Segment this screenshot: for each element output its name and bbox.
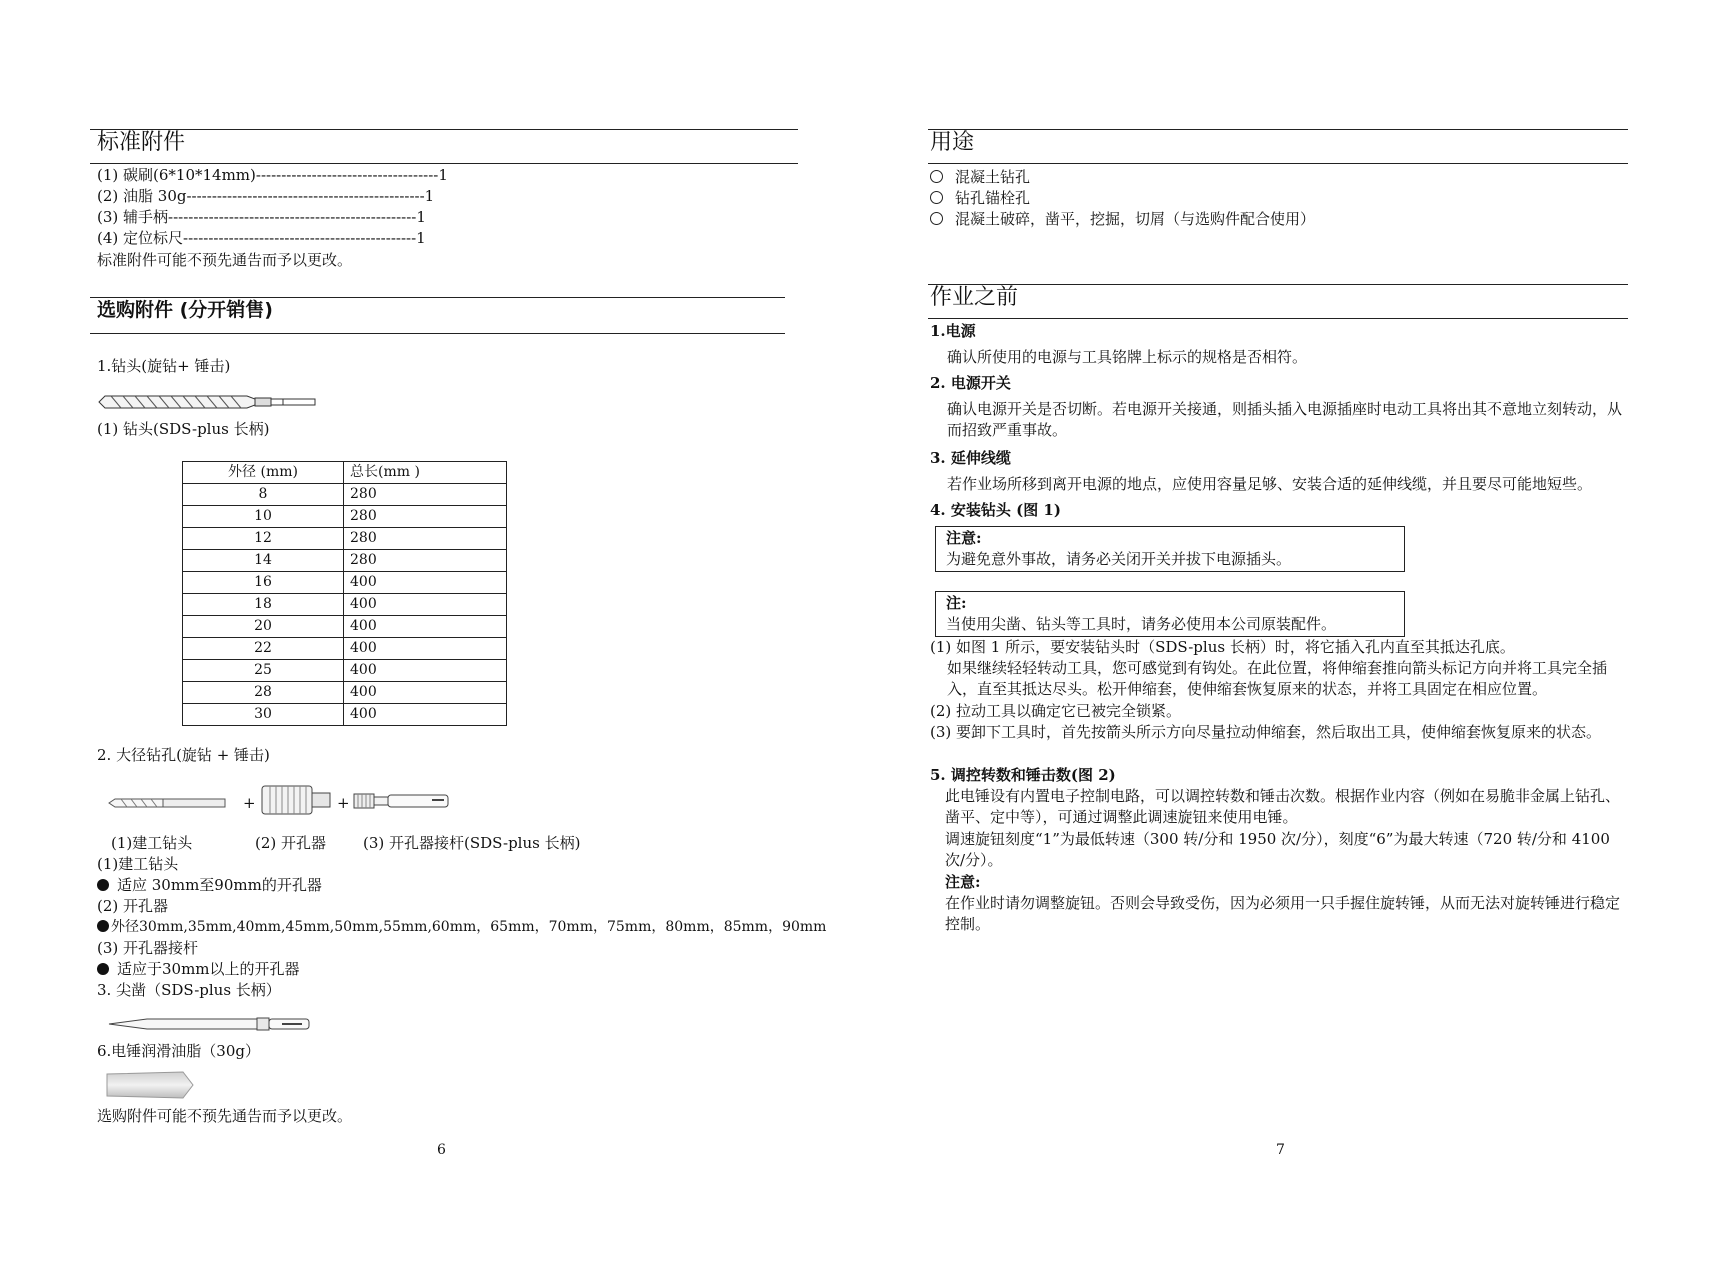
s2-caption-1: (1)建工钻头 — [111, 834, 193, 852]
s2-line-6 — [97, 959, 300, 980]
note-box — [935, 591, 1405, 637]
hole-saw-adapter-icon — [352, 788, 452, 814]
caution-box — [935, 526, 1405, 572]
opt-note: 选购附件可能不预先通告而予以更改。 — [97, 1107, 353, 1125]
cell-outer-diameter: 25 — [183, 660, 344, 682]
s2-caption-2: (2) 开孔器 — [255, 834, 327, 852]
cell-outer-diameter: 18 — [183, 594, 344, 616]
cell-total-length: 400 — [344, 660, 507, 682]
cell-total-length: 400 — [344, 704, 507, 726]
table-row — [183, 506, 507, 528]
masonry-bit-icon — [107, 788, 227, 818]
use-item-1 — [930, 167, 1030, 188]
s2-line-4-text: 外径30mm,35mm,40mm,45mm,50mm,55mm,60mm，65mm，70mm，75mm，80mm，85mm，90mm — [111, 919, 827, 935]
std-top-rule — [90, 129, 798, 130]
drill-bit-icon — [97, 392, 319, 412]
header-total-length: 总长(mm ) — [344, 462, 507, 484]
cell-outer-diameter: 8 — [183, 484, 344, 506]
std-note: 标准附件可能不预先通告而予以更改。 — [97, 251, 353, 269]
bullet-icon — [97, 920, 109, 932]
before-bottom-rule — [928, 318, 1628, 319]
s2-line-2-text: 适应 30mm至90mm的开孔器 — [117, 876, 322, 894]
cell-total-length: 280 — [344, 550, 507, 572]
header-outer-diameter: 外径 (mm) — [183, 462, 344, 484]
cell-outer-diameter: 20 — [183, 616, 344, 638]
cell-outer-diameter: 30 — [183, 704, 344, 726]
s3-text: 若作业场所移到离开电源的地点，应使用容量足够、安装合适的延伸线缆，并且要尽可能地短些。 — [947, 475, 1593, 493]
std-item-3: (3) 辅手柄-------------------------------------------------1 — [97, 208, 426, 226]
opt-title: 选购附件 (分开销售) — [97, 299, 273, 321]
std-item-2: (2) 油脂 30g-----------------------------------------------1 — [97, 187, 435, 205]
circle-bullet-icon — [930, 191, 943, 204]
s1-title: 1.电源 — [930, 322, 976, 340]
plus-sign-2: + — [337, 794, 350, 812]
s4-title: 4. 安装钻头 (图 1) — [930, 501, 1061, 519]
table-row — [183, 528, 507, 550]
bullet-icon — [97, 879, 109, 891]
s5-note-text: 在作业时请勿调整旋钮。否则会导致受伤，因为必须用一只手握住旋转锤，从而无法对旋转锤进行稳定控制。 — [945, 894, 1621, 933]
cell-outer-diameter: 16 — [183, 572, 344, 594]
use-title: 用途 — [930, 130, 975, 155]
std-bottom-rule — [90, 163, 798, 164]
s2-caption-3: (3) 开孔器接杆(SDS-plus 长柄) — [363, 834, 581, 852]
cell-total-length: 400 — [344, 572, 507, 594]
table-row — [183, 572, 507, 594]
before-title: 作业之前 — [930, 285, 1019, 310]
opt-s1-caption: (1) 钻头(SDS-plus 长柄) — [97, 420, 270, 438]
circle-bullet-icon — [930, 170, 943, 183]
s5-title: 5. 调控转数和锤击数(图 2) — [930, 766, 1116, 784]
cell-total-length: 280 — [344, 484, 507, 506]
step-3: (3) 要卸下工具时，首先按箭头所示方向尽量拉动伸缩套，然后取出工具，使伸缩套恢复原来的状态。 — [930, 723, 1602, 741]
opt-s1-title: 1.钻头(旋钻+ 锤击) — [97, 357, 231, 375]
use-item-2-text: 钻孔锚栓孔 — [955, 189, 1031, 207]
cell-total-length: 280 — [344, 506, 507, 528]
use-item-3 — [930, 209, 1315, 230]
table-row — [183, 594, 507, 616]
step-1-detail: 如果继续轻轻转动工具，您可感觉到有钩处。在此位置，将伸缩套推向箭头标记方向并将工具完全插入，直至其抵达尽头。松开伸缩套，使伸缩套恢复原来的状态，并将工具固定在相应位置。 — [947, 659, 1608, 698]
use-item-1-text: 混凝土钻孔 — [955, 168, 1031, 186]
opt-s3-title: 3. 尖凿（SDS-plus 长柄） — [97, 981, 281, 999]
plus-sign-1: + — [243, 794, 256, 812]
cell-total-length: 280 — [344, 528, 507, 550]
bullet-icon — [97, 963, 109, 975]
cell-outer-diameter: 14 — [183, 550, 344, 572]
drill-spec-table — [182, 461, 507, 726]
std-item-4: (4) 定位标尺----------------------------------------------1 — [97, 229, 426, 247]
use-item-2 — [930, 188, 1030, 209]
hole-saw-icon — [260, 783, 332, 817]
s5-note-title: 注意: — [945, 873, 981, 891]
use-top-rule — [928, 129, 1628, 130]
caution-title: 注意: — [946, 529, 982, 547]
std-title: 标准附件 — [97, 130, 186, 155]
std-item-1: (1) 碳刷(6*10*14mm)------------------------------------1 — [97, 166, 448, 184]
s2-line-6-text: 适应于30mm以上的开孔器 — [117, 960, 300, 978]
s3-title: 3. 延伸线缆 — [930, 449, 1011, 467]
table-row — [183, 638, 507, 660]
table-row — [183, 484, 507, 506]
s2-title: 2. 电源开关 — [930, 374, 1011, 392]
s2-line-5: (3) 开孔器接杆 — [97, 939, 199, 957]
cell-total-length: 400 — [344, 616, 507, 638]
cell-total-length: 400 — [344, 682, 507, 704]
note-text: 当使用尖凿、钻头等工具时，请务必使用本公司原装配件。 — [946, 615, 1337, 633]
s5-text-1: 此电锤设有内置电子控制电路，可以调控转数和锤击次数。根据作业内容（例如在易脆非金属上钻孔、凿平、定中等），可通过调整此调速旋钮来使用电锤。 — [945, 787, 1621, 826]
table-row — [183, 704, 507, 726]
s2-line-4 — [97, 917, 826, 938]
opt-top-rule — [90, 297, 785, 298]
table-row — [183, 660, 507, 682]
cell-outer-diameter: 12 — [183, 528, 344, 550]
step-2: (2) 拉动工具以确定它已被完全锁紧。 — [930, 702, 1182, 720]
use-bottom-rule — [928, 163, 1628, 164]
cell-outer-diameter: 10 — [183, 506, 344, 528]
s2-text: 确认电源开关是否切断。若电源开关接通，则插头插入电源插座时电动工具将出其不意地立刻转动，从而招致严重事故。 — [947, 400, 1623, 439]
cell-outer-diameter: 22 — [183, 638, 344, 660]
s2-line-1: (1)建工钻头 — [97, 855, 179, 873]
step-1: (1) 如图 1 所示，要安装钻头时（SDS-plus 长柄）时，将它插入孔内直至其抵达孔底。 — [930, 638, 1515, 656]
s2-line-3: (2) 开孔器 — [97, 897, 169, 915]
before-top-rule — [928, 284, 1628, 285]
table-row — [183, 616, 507, 638]
circle-bullet-icon — [930, 212, 943, 225]
table-row — [183, 682, 507, 704]
s1-text: 确认所使用的电源与工具铭牌上标示的规格是否相符。 — [947, 348, 1308, 366]
chisel-icon — [107, 1014, 312, 1034]
page-number-left: 6 — [437, 1142, 446, 1158]
cell-outer-diameter: 28 — [183, 682, 344, 704]
s2-line-2 — [97, 875, 322, 896]
cell-total-length: 400 — [344, 638, 507, 660]
caution-text: 为避免意外事故，请务必关闭开关并拔下电源插头。 — [946, 550, 1292, 568]
page-number-right: 7 — [1276, 1142, 1285, 1158]
cell-total-length: 400 — [344, 594, 507, 616]
table-header-row — [183, 462, 507, 484]
table-row — [183, 550, 507, 572]
s5-text-2: 调速旋钮刻度“1”为最低转速（300 转/分和 1950 次/分），刻度“6”为最大转速（720 转/分和 4100 次/分）。 — [945, 830, 1610, 869]
opt-bottom-rule — [90, 333, 785, 334]
note-title: 注: — [946, 594, 967, 612]
opt-s2-title: 2. 大径钻孔(旋钻 + 锤击) — [97, 746, 270, 764]
opt-s6-title: 6.电锤润滑油脂（30g） — [97, 1042, 261, 1060]
use-item-3-text: 混凝土破碎，凿平，挖掘，切屑（与选购件配合使用） — [955, 210, 1316, 228]
grease-tube-icon — [105, 1070, 195, 1100]
